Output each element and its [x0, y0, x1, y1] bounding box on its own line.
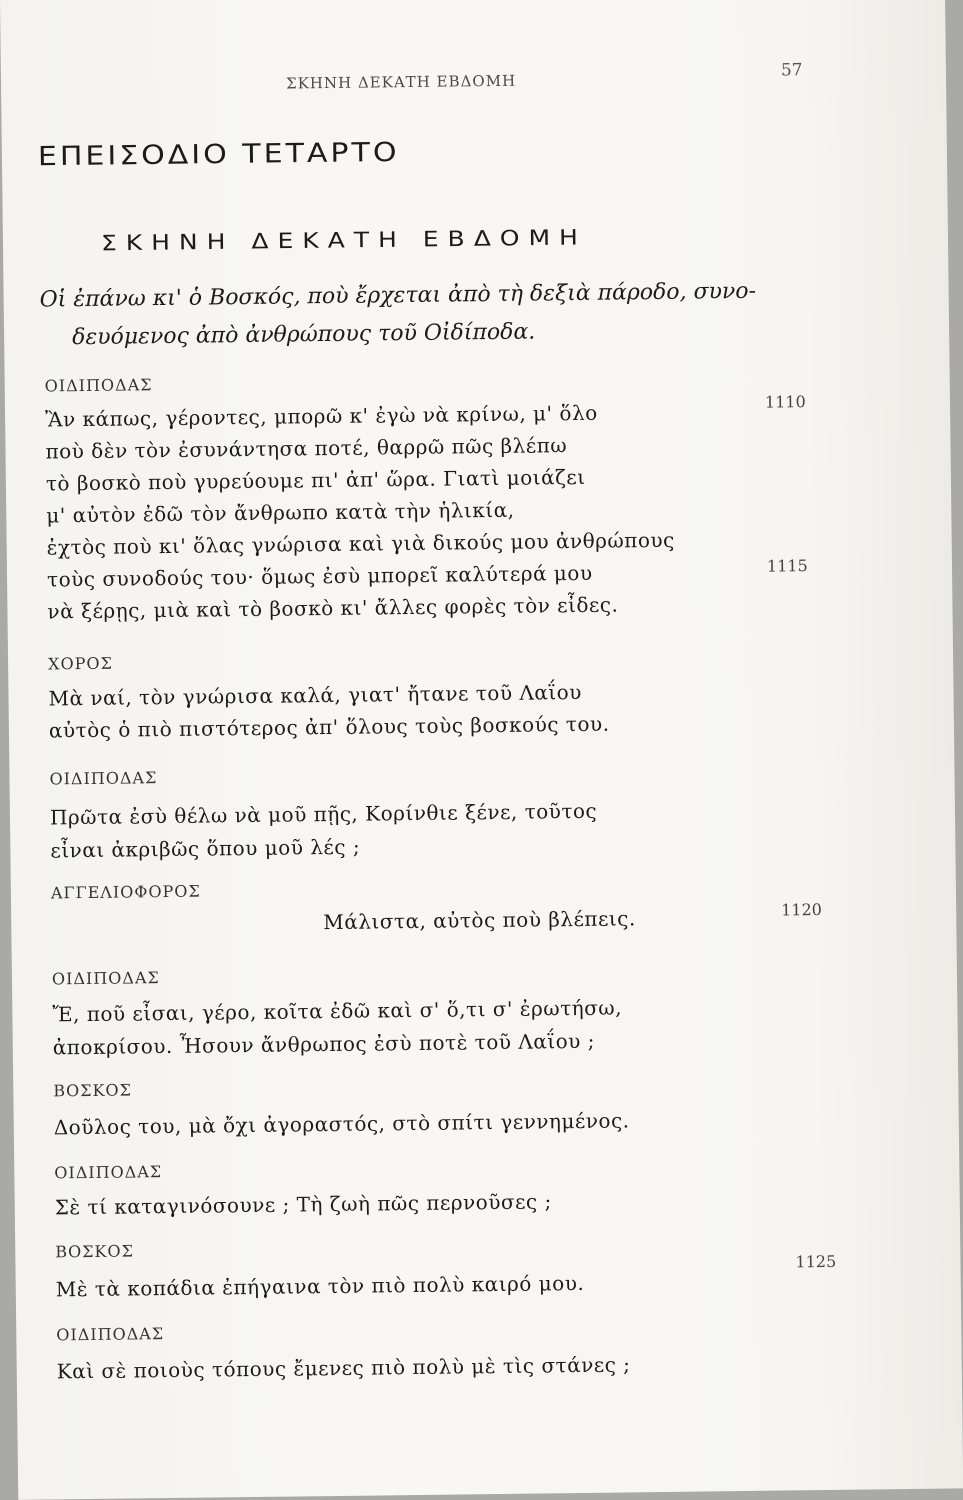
verse-line: Σὲ τί καταγινόσουνε ; Τὴ ζωὴ πῶς περνοῦσες ;	[54, 1189, 552, 1220]
verse-line: Πρῶτα ἐσὺ θέλω νὰ μοῦ πῇς, Κορίνθιε ξένε, τοῦτος	[49, 798, 598, 830]
verse-line: εἶναι ἀκριβῶς ὅπου μοῦ λές ;	[50, 834, 361, 863]
verse-line: Ἔ, ποῦ εἶσαι, γέρο, κοῖτα ἐδῶ καὶ σ' ὅ,τι σ' ἐρωτήσω,	[52, 995, 623, 1027]
speaker-oedipus: ΟΙΔΙΠΟΔΑΣ	[54, 1162, 163, 1183]
verse-line: τὸ βοσκὸ ποὺ γυρεύουμε πι' ἀπ' ὥρα. Γιατὶ μοιάζει	[45, 464, 586, 496]
verse-line: Μὰ ναί, τὸν γνώρισα καλά, γιατ' ἤτανε τοῦ Λαΐου	[48, 679, 583, 711]
stage-direction-line-1: Οἱ ἐπάνω κι' ὁ Βοσκός, ποὺ ἔρχεται ἀπὸ τὴ δεξιὰ πάροδο, συνο-	[39, 278, 757, 313]
speaker-oedipus: ΟΙΔΙΠΟΔΑΣ	[44, 375, 153, 396]
speaker-oedipus: ΟΙΔΙΠΟΔΑΣ	[49, 768, 158, 789]
stage-direction-line-2: δευόμενος ἀπὸ ἀνθρώπους τοῦ Οἰδίποδα.	[71, 319, 536, 351]
verse-line: τοὺς συνοδούς του· ὅμως ἐσὺ μπορεῖ καλύτερά μου	[46, 560, 593, 592]
verse-line: Δοῦλος του, μὰ ὄχι ἀγοραστός, στὸ σπίτι γεννημένος.	[53, 1108, 630, 1140]
line-number: 1110	[764, 392, 806, 412]
episode-title: ΕΠΕΙΣΟΔΙΟ ΤΕΤΑΡΤΟ	[37, 137, 400, 173]
verse-line: Ἂν κάπως, γέροντες, μπορῶ κ' ἐγὼ νὰ κρίνω, μ' ὅλο	[44, 400, 598, 432]
line-number: 1125	[795, 1251, 837, 1272]
verse-line: αὐτὸς ὁ πιὸ πιστότερος ἀπ' ὅλους τοὺς βοσκούς του.	[48, 711, 610, 743]
verse-line: μ' αὐτὸν ἐδῶ τὸν ἄνθρωπο κατὰ τὴν ἡλικία,	[46, 497, 515, 528]
speaker-shepherd: ΒΟΣΚΟΣ	[53, 1080, 133, 1101]
verse-line: νὰ ξέρῃς, μιὰ καὶ τὸ βοσκὸ κι' ἄλλες φορὲς τὸν εἶδες.	[47, 592, 619, 624]
speaker-oedipus: ΟΙΔΙΠΟΔΑΣ	[51, 968, 160, 989]
verse-line: Μὲ τὰ κοπάδια ἐπήγαινα τὸν πιὸ πολὺ καιρό μου.	[55, 1270, 585, 1302]
verse-line: Μάλιστα, αὐτὸς ποὺ βλέπεις.	[323, 906, 636, 935]
speaker-messenger: ΑΓΓΕΛΙΟΦΟΡΟΣ	[50, 881, 201, 903]
verse-line: ἐχτὸς ποὺ κι' ὅλας γνώρισα καὶ γιὰ δικούς μου ἀνθρώπους	[46, 527, 675, 560]
verse-line: ποὺ δὲν τὸν ἐσυνάντησα ποτέ, θαρρῶ πῶς βλέπω	[45, 433, 568, 464]
speaker-oedipus: ΟΙΔΙΠΟΔΑΣ	[56, 1324, 165, 1345]
verse-line: Καὶ σὲ ποιοὺς τόπους ἔμενες πιὸ πολὺ μὲ τὶς στάνες ;	[56, 1352, 631, 1384]
speaker-chorus: ΧΟΡΟΣ	[47, 653, 113, 674]
speaker-shepherd: ΒΟΣΚΟΣ	[55, 1241, 134, 1262]
verse-line: ἀποκρίσου. Ἦσουν ἄνθρωπος ἐσὺ ποτὲ τοῦ Λαΐου ;	[52, 1028, 596, 1060]
line-number: 1115	[766, 556, 808, 576]
line-number: 1120	[781, 900, 823, 920]
page-number: 57	[780, 60, 803, 81]
running-head: ΣΚΗΝΗ ΔΕΚΑΤΗ ΕΒΔΟΜΗ	[285, 71, 517, 93]
scene-title: ΣΚΗΝΗ ΔΕΚΑΤΗ ΕΒΔΟΜΗ	[100, 224, 588, 256]
